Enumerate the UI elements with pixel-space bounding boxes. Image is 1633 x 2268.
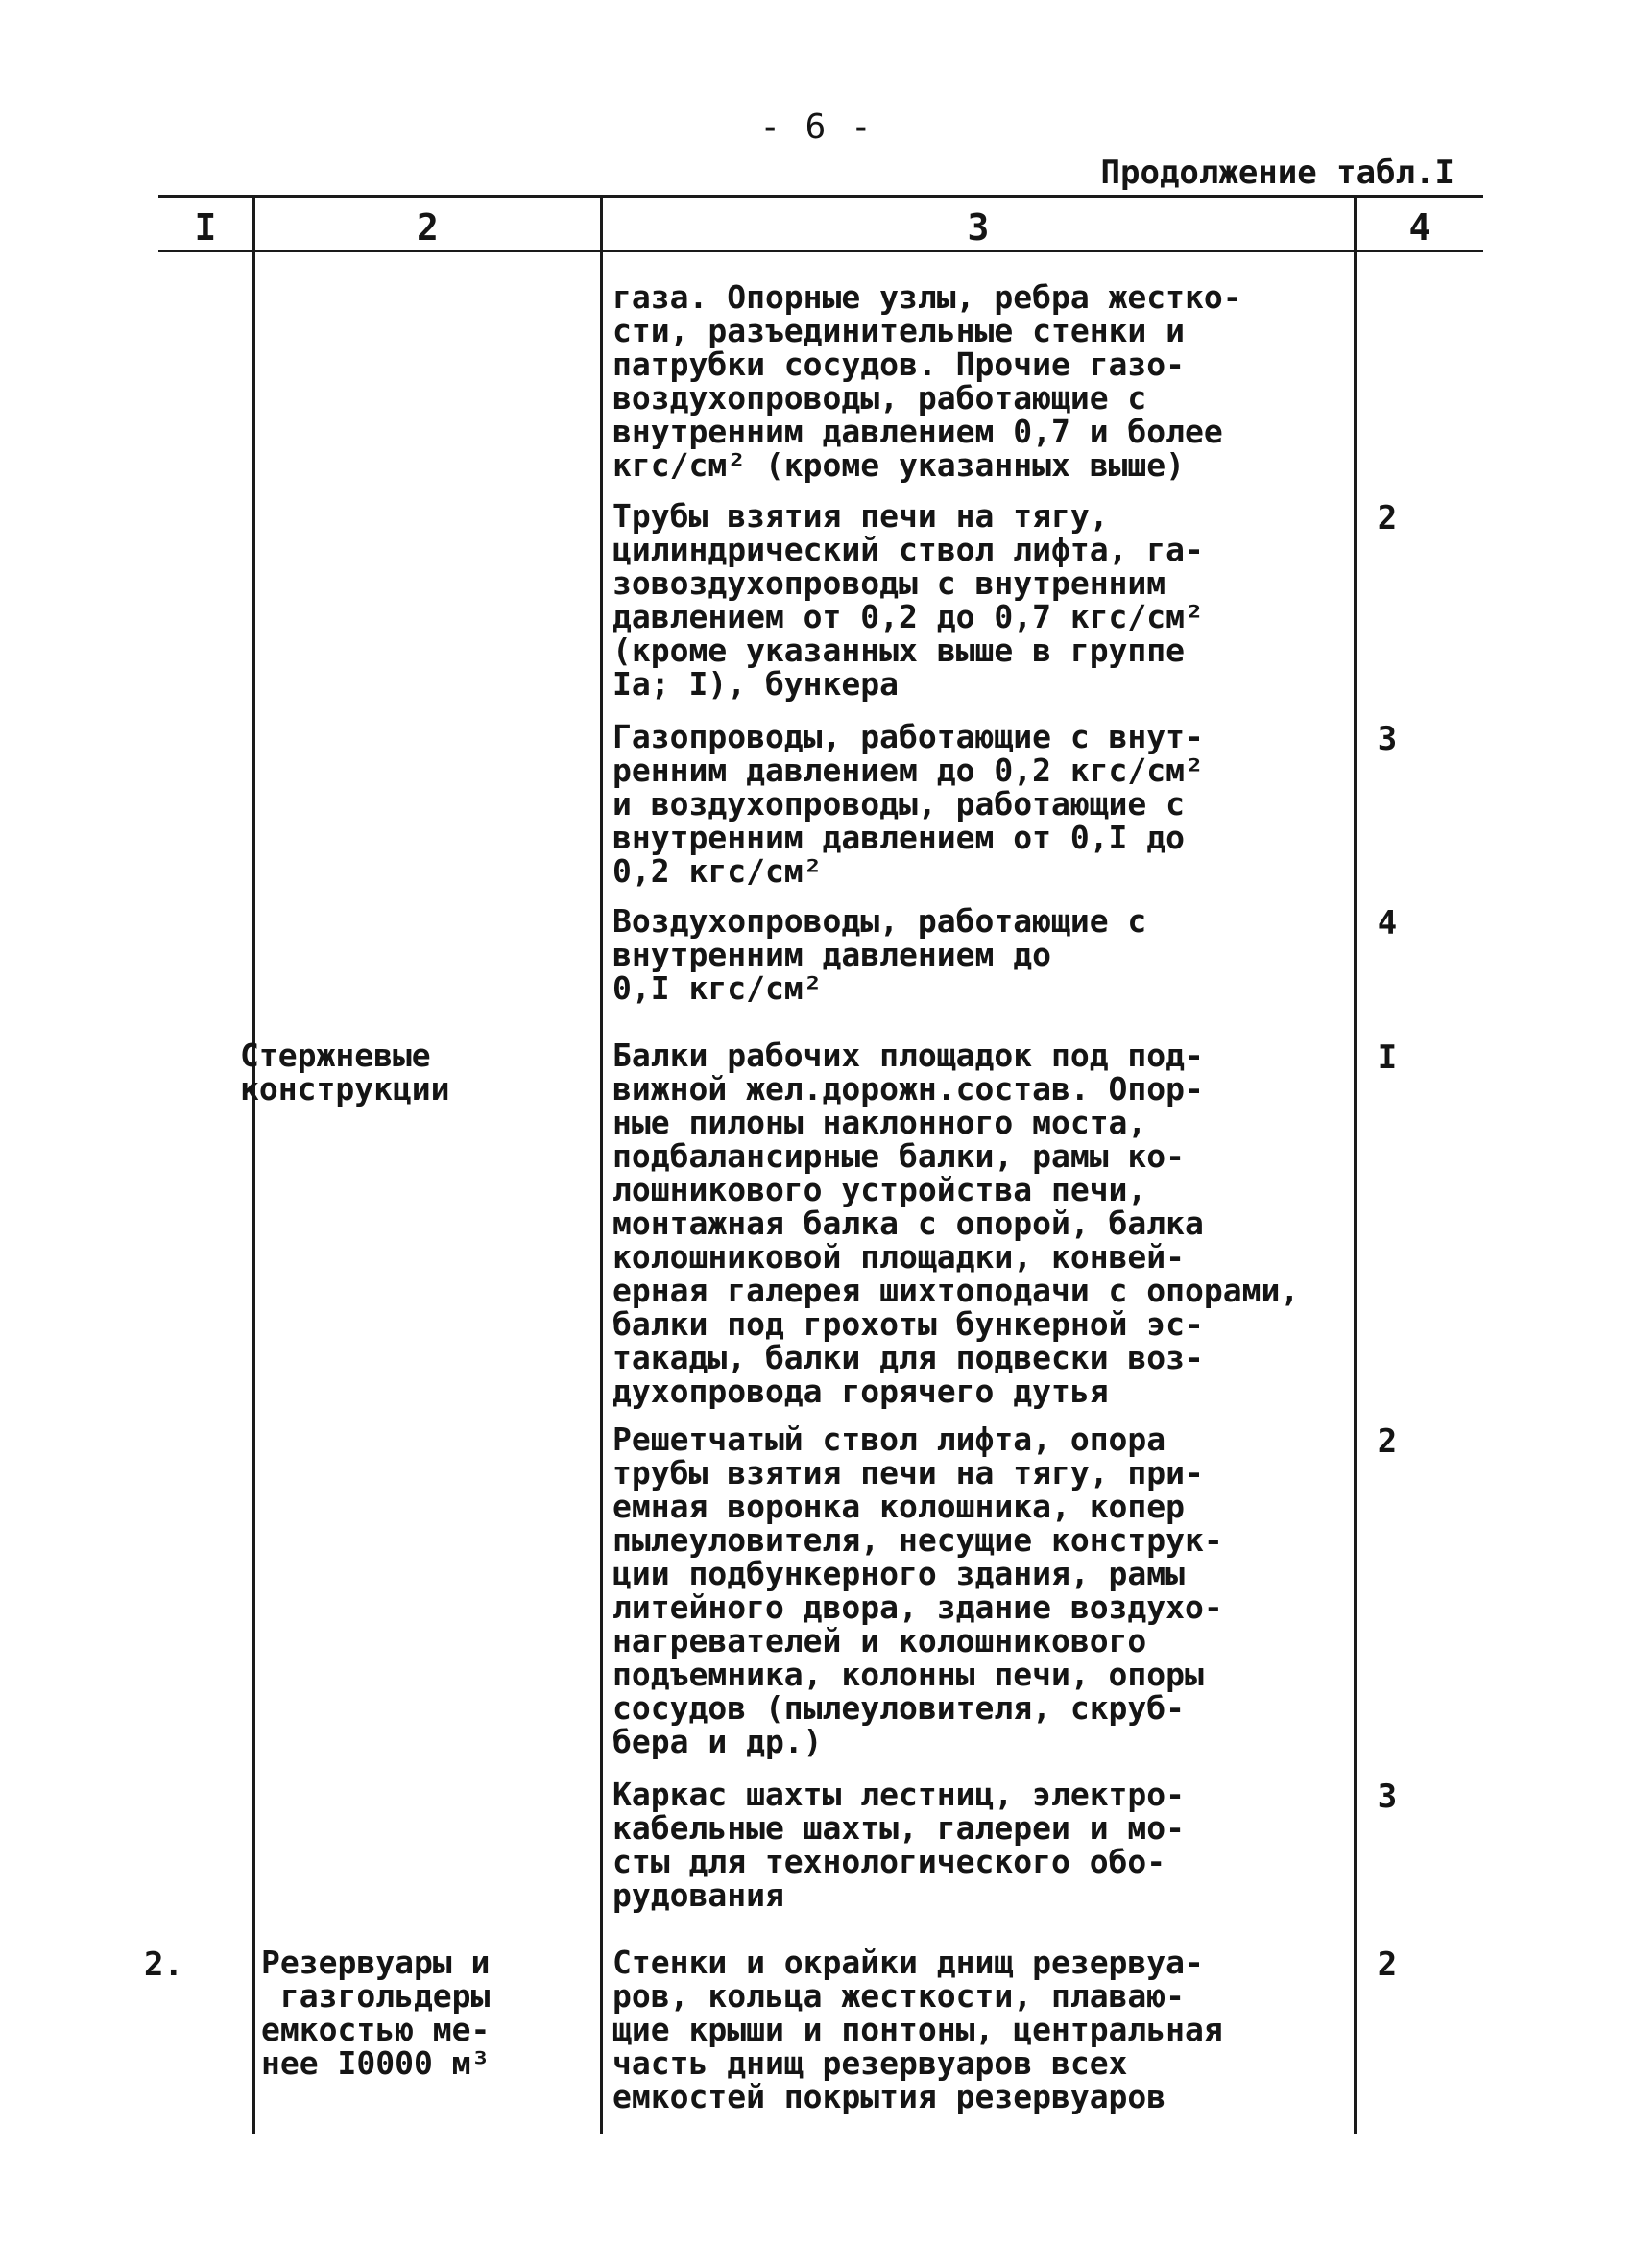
table-row-group: 3 — [1377, 720, 1398, 758]
column-divider-3 — [1354, 195, 1357, 2134]
page-number: - 6 - — [759, 107, 874, 147]
table-row-group: 2 — [1377, 1946, 1398, 1984]
table-row-category: Резервуары и газгольдеры емкостью ме- нее I0000 м³ — [261, 1944, 491, 2082]
table-row-description: Воздухопроводы, работающие с внутренним давлением до 0,I кгс/см² — [612, 902, 1147, 1007]
table-header-rule — [158, 250, 1483, 252]
table-row-group: 2 — [1377, 1422, 1398, 1461]
table-row-group: I — [1377, 1039, 1398, 1077]
table-row-group: 2 — [1377, 499, 1398, 537]
table-continuation-label: Продолжение табл.I — [1100, 154, 1454, 192]
column-header-3: 3 — [967, 206, 990, 249]
table-row-description: Трубы взятия печи на тягу, цилиндрический ствол лифта, га- зовоздухопроводы с внутренним давлением от 0,2 до 0,7 кгс/см² (кроме указанных выше в группе Ia; I), бункера — [612, 497, 1204, 703]
table-row-description: Балки рабочих площадок под под- вижной жел.дорожн.состав. Опор- ные пилоны наклонного моста, подбалансирные балки, рамы ко- лошникового устройства печи, монтажная балка с опорой, балка колошниковой площадки, конвей- ерная галерея шихтоподачи с опорами, балки под грохоты бункерной эс- такады, балки для подвески воз- духопровода горячего дутья — [612, 1037, 1300, 1410]
column-header-2: 2 — [417, 206, 439, 249]
table-row-description: Каркас шахты лестниц, электро- кабельные шахты, галереи и мо- сты для технологического обо- рудования — [612, 1776, 1186, 1914]
table-row-group: 4 — [1377, 904, 1398, 943]
table-row-description: Стенки и окрайки днищ резервуа- ров, кольца жесткости, плаваю- щие крыши и понтоны, центральная часть днищ резервуаров всех емкостей покрытия резервуаров — [612, 1944, 1223, 2115]
column-divider-1 — [252, 195, 255, 2134]
table-row-group: 3 — [1377, 1778, 1398, 1816]
table-row-description: газа. Опорные узлы, ребра жестко- сти, разъединительные стенки и патрубки сосудов. Прочие газо- воздухопроводы, работающие с внутренним давлением 0,7 и более кгс/см² (кроме указанных выше) — [612, 278, 1242, 484]
column-header-4: 4 — [1408, 206, 1431, 249]
table-row-category: Стержневые конструкции — [240, 1037, 450, 1108]
table-row-description: Решетчатый ствол лифта, опора трубы взятия печи на тягу, при- емная воронка колошника, копер пылеуловителя, несущие конструк- ции подбункерного здания, рамы литейного двора, здание воздухо- нагревателей и колошникового подъемника, колонны печи, опоры сосудов (пылеуловителя, скруб- бера и др.) — [612, 1420, 1223, 1760]
table-row-description: Газопроводы, работающие с внут- ренним давлением до 0,2 кгс/см² и воздухопроводы, работающие с внутренним давлением от 0,I до 0,2 кгс/см² — [612, 718, 1204, 890]
table-top-rule — [158, 195, 1483, 198]
column-divider-2 — [600, 195, 603, 2134]
column-header-1: I — [194, 206, 217, 249]
table-row-number: 2. — [144, 1946, 183, 1984]
